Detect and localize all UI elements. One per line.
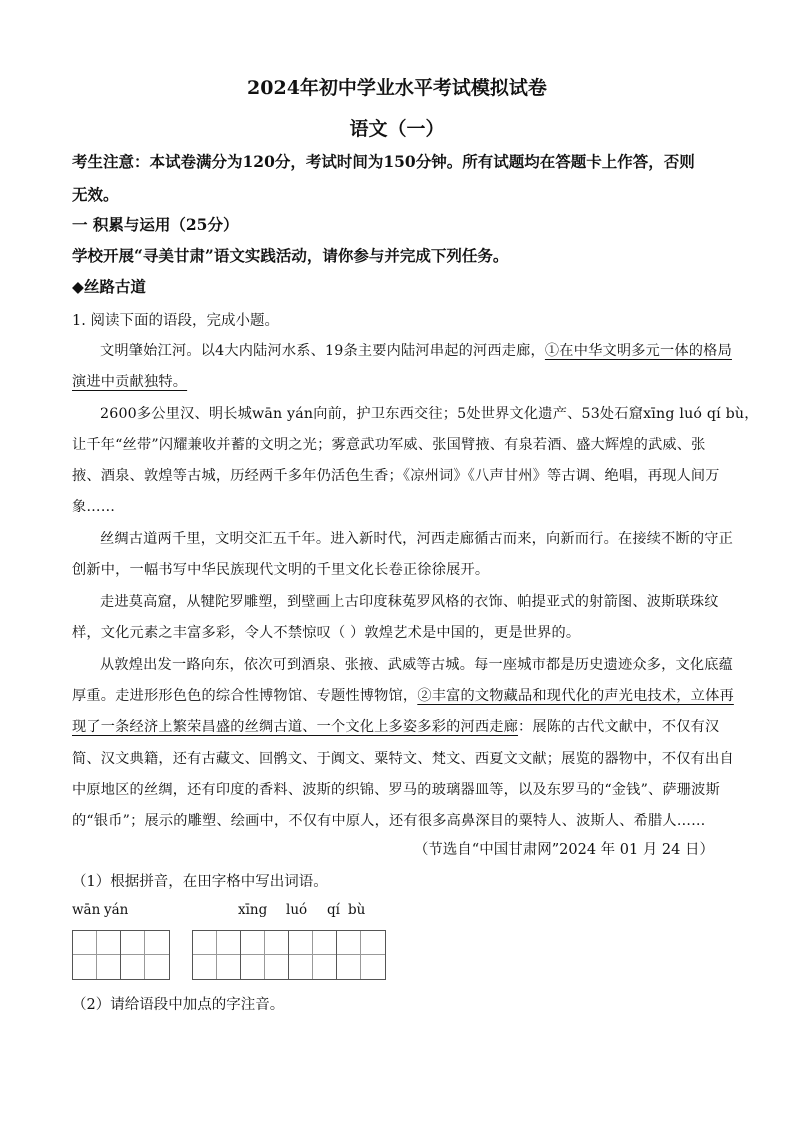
passage-p1-line1 [100, 340, 732, 360]
pinyin-a2: yán [104, 902, 129, 918]
notice-line-1: 考生注意：本试卷满分为120分，考试时间为150分钟。所有试题均在答题卡上作答，否则 [72, 152, 695, 171]
passage-p2-line3: 掖、酒泉、敦煌等古城，历经两千多年仍活色生香；《凉州词》《八声甘州》等古调、绝唱，再现人间万 [72, 468, 720, 484]
section-intro: 学校开展“寻美甘肃”语文实践活动，请你参与并完成下列任务。 [72, 246, 509, 265]
passage-p2-line2: 让千年“丝带”闪耀兼收并蓄的文明之光；雾意武功军威、张国臂掖、有泉若酒、盛大辉煌的武威、张 [72, 437, 706, 453]
answer-grid-a [72, 930, 170, 980]
passage-p5-line6: 的“银币”；展示的雕塑、绘画中，不仅有中原人，还有很多高鼻深目的粟特人、波斯人、希腊人…… [72, 813, 706, 829]
passage-p4-line2: 样，文化元素之丰富多彩，令人不禁惊叹（ ）敦煌艺术是中国的，更是世界的。 [72, 625, 581, 641]
grid-cell[interactable] [289, 931, 337, 979]
passage-p3-line1: 丝绸古道两千里，文明交汇五千年。进入新时代，河西走廊循古而来，向新而行。在接续不断的守正 [100, 531, 734, 547]
underlined-sentence-1: ①在中华文明多元一体的格局 [544, 343, 732, 359]
passage-p5-line3 [72, 716, 719, 736]
passage-p5-line1: 从敦煌出发一路向东，依次可到酒泉、张掖、武威等古城。每一座城市都是历史遗迹众多，文化底蕴 [100, 657, 734, 673]
passage-p3-line2: 创新中，一幅书写中华民族现代文明的千里文化长卷正徐徐展开。 [72, 562, 490, 578]
underlined-sentence-2: ②丰富的文物藏品和现代化的声光电技术，立体再 [417, 688, 734, 704]
passage-p2-line4: 象…… [72, 499, 116, 515]
grid-cell[interactable] [337, 931, 385, 979]
grid-cell[interactable] [193, 931, 241, 979]
pinyin-a1: wān [72, 902, 101, 918]
passage-p5-line4: 简、汉文典籍，还有古藏文、回鹘文、于阗文、粟特文、梵文、西夏文文献；展览的器物中，不仅有出自 [72, 751, 734, 767]
notice-line-2: 无效。 [72, 185, 119, 204]
passage-p5-text: 厚重。走进形形色色的综合性博物馆、专题性博物馆， [72, 688, 418, 704]
pinyin-b2: luó [286, 902, 308, 918]
section-subheading: ◆丝路古道 [72, 277, 146, 296]
section-heading: 一 积累与运用（25分） [72, 215, 239, 234]
pinyin-b4: bù [348, 902, 366, 918]
sub-question-2-label: （2）请给语段中加点的字注音。 [72, 997, 285, 1013]
grid-cell[interactable] [241, 931, 289, 979]
question-1-label: 1. 阅读下面的语段，完成小题。 [72, 313, 279, 329]
answer-grid-b [192, 930, 386, 980]
passage-p4-line1: 走进莫高窟，从犍陀罗雕塑，到壁画上古印度秣菟罗风格的衣饰、帕提亚式的射箭图、波斯联珠纹 [100, 594, 719, 610]
underlined-sentence-2-cont: 现了一条经济上繁荣昌盛的丝绸古道、一个文化上多姿多彩的河西走廊 [72, 719, 519, 735]
grid-cell[interactable] [73, 931, 121, 979]
passage-p1-line2: 演进中贡献独特。 [72, 374, 188, 390]
passage-p2-line1: 2600多公里汉、明长城wān yán向前，护卫东西交往；5处世界文化遗产、53处石窟xīng luó qí bù， [100, 406, 759, 422]
sub-question-1-label: （1）根据拼音，在田字格中写出词语。 [72, 874, 328, 890]
grid-cell[interactable] [121, 931, 169, 979]
page-subtitle: 语文（一） [349, 118, 445, 140]
pinyin-b3: qí [327, 902, 340, 918]
pinyin-b1: xīng [238, 902, 268, 918]
passage-p1-text: 文明肇始江河。以4大内陆河水系、19条主要内陆河串起的河西走廊， [100, 343, 545, 359]
passage-p5-line5: 中原地区的丝绸，还有印度的香料、波斯的织锦、罗马的玻璃器皿等，以及东罗马的“金钱”、萨珊波斯 [72, 782, 720, 798]
page-title: 2024年初中学业水平考试模拟试卷 [247, 77, 547, 99]
passage-source: （节选自“中国甘肃网”2024 年 01 月 24 日） [413, 842, 714, 858]
passage-p5-line2 [72, 685, 734, 705]
passage-p5-text-cont: ：展陈的古代文献中，不仅有汉 [518, 719, 720, 735]
